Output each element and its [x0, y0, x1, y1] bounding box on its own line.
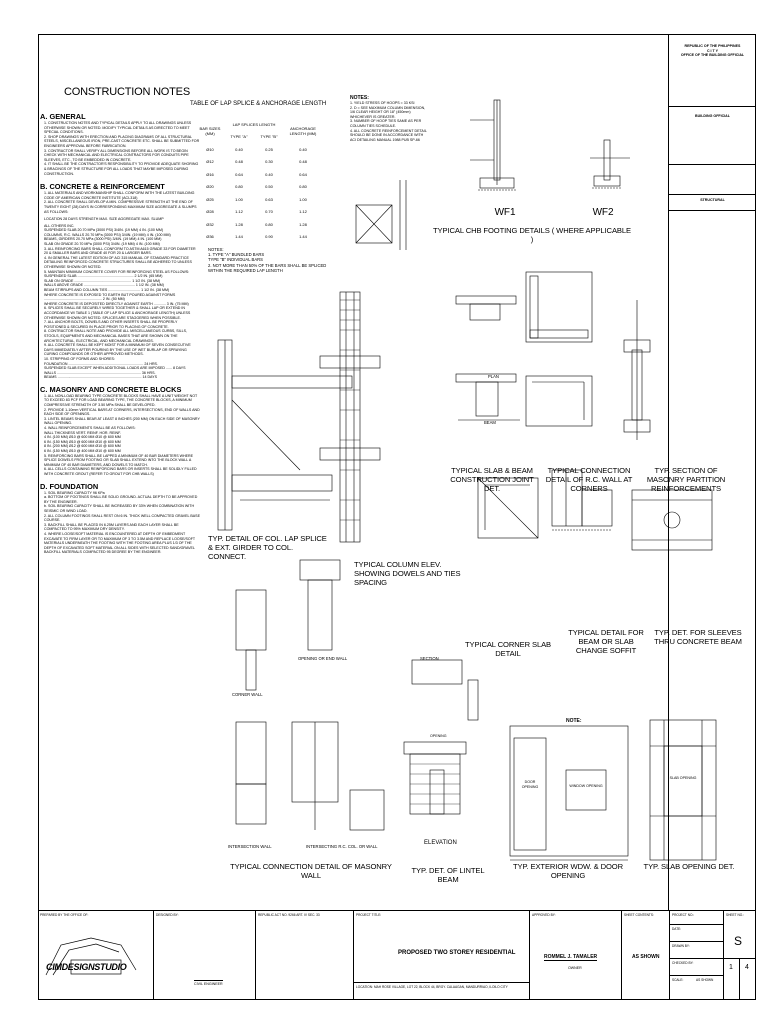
lap-table-cell: 0.50 — [265, 184, 273, 190]
lap-table-cell: 0.80 — [235, 184, 243, 190]
lap-table-cell: 0.40 — [235, 146, 243, 152]
col-anchorage: ANCHORAGE LENGTH (MM) — [289, 125, 317, 136]
caption-wf1: WF1 — [494, 207, 516, 218]
tb-sheet-letter: S — [734, 934, 743, 948]
top-note-item: 3. NUMBER OF HOOP TIES SAME AS PER COLUMN TIES SCHEDULE. — [350, 119, 422, 128]
concrete-note-item: FOUNDATION ........................................................................... 24 HRS. — [44, 361, 158, 366]
section-d-heading: D. FOUNDATION — [40, 481, 99, 491]
lap-table-cell: 1.00 — [235, 196, 243, 202]
foundation-note-item: 1. SOIL BEARING CAPACITY 96 KPa — [44, 490, 105, 495]
tb-approved-label: APPROVED BY: — [532, 913, 556, 917]
concrete-note-item: WALLS ABOVE GRADE ................................................... 1 1/2 IN. (38 MM) — [44, 283, 164, 288]
concrete-note-item: SUSPENDED SLAB ........................................................ 2 1/2 IN. (65 MM) — [44, 274, 163, 279]
general-note-item: 2. SHOP DRAWINGS WITH ERECTION AND PLACING DIAGRAMS OF ALL STRUCTURAL STEELS, MISCELLANEOUS IRON, PRE-CAST CONCRETE ETC. SHALL BE SUBMITTED FOR ENGINEERS APPROVAL BEFORE FABRICATION. — [44, 134, 200, 148]
general-note-item: 3. CONTRACTOR SHALL VERIFY ALL DIMENSIONS BEFORE ALL WORK IS TO BEGIN CHECK WITH MECHANICAL AND ELECTRICAL CONTRACTORS FOR CONDUITS PIPE SLEEVES, ETC., TO BE EMBEDDED IN CONCRETE. — [44, 148, 189, 162]
tb-owner-name: ROMMEL J. TAMALER — [544, 954, 598, 960]
masonry-partition-detail — [624, 300, 650, 440]
tb-project-label: PROJECT TITLE: — [356, 913, 382, 917]
lap-table-cell: Ø28 — [206, 209, 214, 215]
section-b-heading: B. CONCRETE & REINFORCEMENT — [40, 182, 165, 192]
masonry-note-item: 8 IN. (200 MM) Ø12 @ 600 MM Ø10 @ 600 MM — [44, 444, 121, 449]
foundation-note-item: 2. ALL COLUMN FOOTINGS SHALL REST ON 6 IN. THICK WELL COMPACTED GRAVEL BASE COURSE. — [44, 513, 200, 523]
masonry-note-item: 4 IN. (100 MM) Ø10 @ 600 MM Ø10 @ 600 MM — [44, 435, 121, 440]
lap-table-cell: 0.40 — [265, 171, 273, 177]
lap-table-cell: 0.64 — [235, 171, 243, 177]
lap-table-cell: 0.48 — [299, 159, 307, 165]
caption-beam-soffit: TYPICAL DETAIL FOR BEAM OR SLAB CHANGE SOFFIT — [568, 628, 644, 655]
label-door-opening: DOOR OPENING — [521, 780, 539, 789]
tb-approved — [530, 910, 622, 1000]
top-note-item: 4. ALL CONCRETE REINFORCEMENT DETAIL SHOULD BE DONE IN ACCORDANCE WITH ACI DETAILING MANUAL 1988 PUB SP-66 — [350, 128, 427, 142]
top-notes-heading: NOTES: — [350, 95, 369, 101]
col-bar-size: BAR SIZES (MM) — [199, 125, 221, 136]
tb-scale: SCALE: — [672, 978, 684, 982]
foundation-note-item: a. BOTTOM OF FOOTINGS SHALL BE SOLID GROUND. ACTUAL DEPTH TO BE APPROVED BY THE ENGINEER. — [44, 495, 198, 504]
caption-column-elevation: TYPICAL COLUMN ELEV. SHOWING DOWELS AND TIES SPACING — [354, 560, 461, 587]
tb-sheet-contents — [622, 910, 670, 1000]
lap-table-cell: 1.28 — [235, 221, 243, 227]
lap-table-cell: Ø36 — [206, 234, 214, 240]
caption-rc-wall: TYPICAL CONNECTION DETAIL OF R.C. WALL AT CORNERS — [545, 466, 633, 493]
tb-project-no: PROJECT NO.: — [672, 913, 695, 917]
section-a-heading: A. GENERAL — [40, 112, 86, 121]
lap-table-cell: 1.44 — [299, 234, 307, 240]
foundation-note-item: 4. WHERE LOOSE/SOFT MATERIAL IS ENCOUNTERED AT DEPTH OF EMBEDMENT EXCAVATE TO FIRM LAYER OR TO MAXIMUM OF 3 TO 3.5M AND REPLACE LOOSE/SOFT MATERIALS UNDERNEATH THE FOOTING WITH THE FOOTING AREA PLUS 1/3 OF THE DEPTH OF EXCAVATED SOFT MATERIAL ON ALL SIDES WITH SELECTED SAND/GRAVEL BACKFILL MATERIALS COMPACTED 95 DEGREE BY THE ENGINEER. — [44, 531, 196, 555]
strength-table-row: COLUMNS, R.C. WALLS 20.70 MPa (3000 PSI) 3/4IN. (19 MM) 4 IN. (100 MM) — [44, 232, 171, 237]
tb-project — [354, 910, 530, 1000]
caption-lap-splice: TYP. DETAIL OF COL. LAP SPLICE & EXT. GIRDER TO COL. CONNECT. — [208, 534, 327, 561]
tb-sheet — [724, 910, 756, 1000]
general-note-item: 4. IT SHALL BE THE CONTRACTOR'S RESPONSIBILITY TO PROVIDE ADEQUATE SHORING & BRACINGS OF THE STRUCTURE FOR ALL LOADS THAT MAYBE IMPOSED DURING CONSTRUCTION. — [44, 162, 199, 176]
caption-slab-beam: TYPICAL SLAB & BEAM CONSTRUCTION JOINT DET. — [450, 466, 534, 493]
republic-line: REPUBLIC OF THE PHILIPPINES — [684, 44, 741, 48]
lap-splice-detail — [218, 340, 352, 530]
concrete-note-item: 7. ALL ANCHOR BOLTS, DOWELS AND OTHER INSERTS SHALL BE PROPERLY POSITIONED & SECURED IN PLACE PRIOR TO PLACING OF CONCRETE. — [44, 320, 178, 329]
tb-as-shown: AS SHOWN — [632, 954, 660, 960]
concrete-note-item: 3. ALL REINFORCING BARS SHALL CONFORM TO ASTM A615 GRADE 33 FOR DIAMETER 20 & SMALLER BARS AND GRADE 40 FOR 20 & LARGER BARS. — [44, 246, 196, 256]
tb-location: MAH ROSE VILLAGE, LOT 22, BLOCK 44, BRGY. CALAAGAN, MANDURRIAO, ILOILO CITY — [374, 985, 508, 989]
concrete-note-item: 9. ALL CONCRETE SHALL BE KEPT MOIST FOR A MINIMUM OF SEVEN CONSECUTIVE DAYS IMMEDIATELY AFTER POURING BY THE USE OF WET BURLAP OR SPRAYING CURING COMPOUNDS OR OTHER APPROVED METHODS. — [44, 343, 191, 357]
label-corner-wall: CORNER WALL — [232, 692, 263, 697]
general-note-item: 1. CONSTRUCTION NOTES AND TYPICAL DETAILS APPLY TO ALL DRAWINGS UNLESS OTHERWISE SHOWN OR NOTED. MODIFY TYPICAL DETAILS AS DIRECTED TO MEET SPECIAL CONDITIONS. — [44, 121, 192, 135]
lap-table-cell: 0.90 — [265, 234, 273, 240]
tb-scale-value: AS SHOWN — [696, 978, 714, 982]
caption-sleeves: TYP. DET. FOR SLEEVES THRU CONCRETE BEAM — [654, 628, 742, 646]
label-opening-end: OPENING OR END WALL — [298, 656, 348, 661]
office-line: OFFICE OF THE BUILDING OFFICIAL — [680, 53, 745, 58]
wf1-footing-detail — [470, 100, 516, 190]
lap-table-cell: 1.00 — [299, 196, 307, 202]
studio-logo — [41, 930, 151, 980]
concrete-note-item: WHERE CONCRETE IS EXPOSED TO EARTH BUT POURED AGAINST FORMS .......................................................... 2 IN. (50 MM) — [44, 292, 176, 302]
label-slab-opening: SLAB OPENING — [669, 776, 697, 780]
caption-chb-footing: TYPICAL CHB FOOTING DETAILS ( WHERE APPLICABLE ) — [433, 226, 631, 244]
tb-prepared — [38, 910, 154, 1000]
wf2-footing-detail — [590, 140, 630, 188]
slab-beam-joint-detail — [456, 296, 520, 420]
tb-designed-label: DESIGNED BY: — [156, 913, 179, 917]
title-block — [38, 910, 756, 1000]
rc-wall-corner-detail — [526, 272, 592, 426]
masonry-note-item: 6 IN. (150 MM) Ø10 @ 600 MM Ø10 @ 600 MM — [44, 439, 121, 444]
masonry-note-item: 1. ALL NON-LOAD BEARING TYPE CONCRETE BLOCKS SHALL HAVE A UNIT WEIGHT NOT TO EXCEED 83 PCF FOR LOAD BEARING TYPE, THE CONCRETE BLOCKS, A MINIMUM COMPRESSIVE STRENGTH OF 3.50 MPa SHALL BE DEVELOPED. — [44, 393, 198, 408]
lap-table-cell: 0.63 — [265, 196, 273, 202]
caption-slab-opening: TYP. SLAB OPENING DET. — [643, 862, 735, 871]
label-note: NOTE: — [566, 718, 582, 724]
lap-table-cell: 0.25 — [265, 146, 273, 152]
concrete-note-item: 2. ALL CONCRETE SHALL DEVELOP A MIN. COMPRESSIVE STRENGTH AT THE END OF TWENTY EIGHT (28) DAYS IN CORRESPONDING MAXIMUM SIZE AGGREGATE & SLUMPS AS FOLLOWS: — [44, 200, 197, 214]
col-lap-splice: LAP SPLICES LENGTH — [232, 121, 276, 127]
tb-sheet-total: 4 — [745, 964, 749, 971]
concrete-note-item: 8. CONTRACTOR SHALL NOTE AND PROVIDE ALL MISCELLANEOUS CURBS, SILLS, STOOLS, EQUIPMENTS AND MECHANICAL BASES THAT ARE SHOWN ON THE ARCHITECTURAL, ELECTRICAL, AND MECHANICAL DRAWINGS. — [44, 329, 188, 343]
label-section: SECTION — [420, 656, 439, 661]
lap-table-cell: 1.44 — [235, 234, 243, 240]
label-beam: BEAM — [484, 420, 496, 425]
tb-date: DATE: — [672, 927, 682, 931]
col-type-a: TYPE "A" — [230, 134, 248, 140]
strength-table-row: SLAB ON GRADE 20.70 MPa (3000 PSI) 3/4IN. (19 MM) 4 IN. (100 MM) — [44, 242, 160, 247]
lap-table-cell: 0.48 — [235, 159, 243, 165]
label-elevation: ELEVATION — [424, 840, 457, 846]
caption-corner-slab: TYPICAL CORNER SLAB DETAIL — [464, 640, 551, 658]
column-tie-detail — [356, 180, 406, 250]
caption-lintel: TYP. DET. OF LINTEL BEAM — [411, 866, 485, 884]
lap-table-title: TABLE OF LAP SPLICE & ANCHORAGE LENGTH — [190, 101, 327, 107]
strength-table-row: SUSPENDED SLAB 20.70 MPa (3000 PSI) 3/4IN. (19 MM) 4 IN. (100 MM) — [44, 228, 164, 233]
lap-table-cell: 1.12 — [299, 209, 307, 215]
masonry-note-item: 6 IN. (150 MM) Ø10 @ 400 MM Ø10 @ 600 MM — [44, 449, 121, 453]
lap-table-cell: Ø32 — [206, 221, 214, 227]
tb-meta — [670, 910, 724, 1000]
label-plan: PLAN — [488, 374, 499, 379]
tb-sheet-no: SHEET NO.: — [726, 913, 745, 917]
tb-sheet-contents-label: SHEET CONTENTS: — [624, 913, 654, 917]
column-elevation-detail — [320, 292, 380, 542]
exterior-opening-detail — [510, 726, 628, 860]
label-opening: OPENING — [430, 734, 447, 738]
caption-wf2: WF2 — [592, 207, 614, 218]
tb-location-label: LOCATION: — [356, 985, 373, 989]
top-note-item: 1. YIELD STRESS OF HOOPS = 33 KSI — [350, 101, 415, 105]
top-note-item: 2. D = SEE MAXIMUM COLUMN DIMENSION, 1/6 CLEAR HEIGHT OR 18" (450mm) WHICHEVER IS GREATER. — [350, 105, 426, 119]
lap-table-cell: 0.80 — [299, 184, 307, 190]
masonry-note-item: 4. WALL REINFORCEMENTS SHALL BE AS FOLLOWS: — [44, 426, 136, 431]
lap-table-cell: Ø16 — [206, 171, 214, 177]
sheet-title: CONSTRUCTION NOTES — [64, 86, 190, 98]
city-line: C I T Y — [706, 48, 719, 53]
concrete-note-item: BEAM STIRRUPS AND COLUMN TIES ................................ 1 1/2 IN. (38 MM) — [44, 288, 170, 292]
label-intersecting-rc: INTERSECTING R.C. COL. OR WALL — [306, 844, 378, 849]
lap-table-cell: 0.40 — [299, 146, 307, 152]
masonry-note-item: 6. ALL CELLS CONTAINING REINFORCING BARS OR INSERTS SHALL BE SOLIDLY FILLED WITH CONCRETE GROUT (REFER TO GROUT FOR CHB WALLS) — [44, 467, 197, 476]
tb-designed — [154, 910, 256, 1000]
foundation-note-item: b. SOIL BEARING CAPACITY SHALL BE INCREASED BY 33% WHEN COMBINATION WITH SEISMIC OR WIND LOAD. — [44, 504, 195, 513]
lap-table-cell: 1.12 — [235, 209, 243, 215]
tb-prepared-label: PREPARED BY THE OFFICE OF: — [40, 913, 89, 917]
concrete-note-item: SLAB ON GRADE ......................................................... 1 1/2 IN. (38 MM) — [44, 278, 161, 283]
concrete-note-item: 4. IN GENERAL THE LATEST EDITION OF ACI 315 MANUAL OF STANDARD PRACTICE DETAILING REINFORCED CONCRETE STRUCTURES SHALL BE ADHERED TO UNLESS OTHERWISE SHOWN OR NOTED. — [44, 255, 192, 270]
lap-note-item: 2. NOT MORE THAN 50% OF THE BARS SHALL BE SPLICED WITHIN THE REQUIRED LAP LENGTH — [208, 262, 327, 273]
lap-note-item: 1. TYPE "A" BUNDLED BARS — [208, 252, 265, 258]
building-official-label: BUILDING OFFICIAL — [695, 114, 730, 118]
sleeves-detail — [632, 490, 712, 550]
concrete-note-item: WALLS .................................................................................... 36 HRS. — [44, 370, 156, 375]
tb-project-title: PROPOSED TWO STOREY RESIDENTIAL — [398, 950, 516, 956]
foundation-note-item: 3. BACKFILL SHALL BE PLACED IN 6.25M LAYERS AND EACH LAYER SHALL BE COMPACTED TO 95% MAXIMUM DRY DENSITY. — [44, 522, 179, 532]
lap-table-cell: Ø20 — [206, 184, 214, 190]
tb-republic-act-label: REPUBLIC ACT NO. 9266 ART. IV SEC. 33 — [258, 913, 320, 917]
lap-table-cell: Ø25 — [206, 196, 214, 202]
caption-exterior-opening: TYP. EXTERIOR WDW. & DOOR OPENING — [512, 862, 623, 880]
lap-note-item: TYPE "B" INDIVIDUAL BARS — [208, 257, 263, 263]
structural-label: STRUCTURAL — [700, 198, 725, 202]
tb-sheet-num: 1 — [729, 964, 733, 971]
caption-masonry-wall: TYPICAL CONNECTION DETAIL OF MASONRY WALL — [230, 862, 392, 880]
slab-opening-detail — [650, 720, 716, 860]
masonry-note-item: WALL THICKNESS VERT. REINF. HOR. REINF. — [44, 430, 121, 435]
lap-table-cell: Ø12 — [206, 159, 214, 165]
concrete-note-item: BEAMS .................................................................................... 14 DAYS — [44, 375, 157, 380]
label-intersection: INTERSECTION WALL — [228, 844, 272, 849]
tb-civil-engineer: CIVIL ENGINEER — [194, 982, 223, 986]
tb-republic-act — [256, 910, 354, 1000]
tb-owner-label: OWNER — [568, 966, 582, 970]
col-type-b: TYPE "B" — [260, 134, 278, 140]
lap-notes-heading: NOTES: — [208, 247, 224, 252]
tb-drawn-by: DRAWN BY: — [672, 944, 690, 948]
section-c-heading: C. MASONRY AND CONCRETE BLOCKS — [40, 384, 182, 394]
lap-table-cell: 0.80 — [265, 221, 273, 227]
concrete-note-item: SUSPENDED SLAB EXCEPT WHEN ADDITIONAL LOADS ARE IMPOSED ...... 8 DAYS — [44, 366, 186, 371]
label-window-opening: WINDOW OPENING — [569, 784, 603, 788]
lap-table-cell: 0.64 — [299, 171, 307, 177]
logo-text: CIMDESIGNSTUDIO — [46, 962, 127, 972]
lap-table-cell: 0.30 — [265, 159, 273, 165]
concrete-note-item: WHERE CONCRETE IS DEPOSITED DIRECTLY AGAINST EARTH ............ 3 IN. (75 MM) — [44, 301, 189, 306]
concrete-note-item: 1. ALL MATERIALS AND WORKMANSHIP SHALL CONFORM WITH THE LATEST BUILDING CODE OF AMERICAN CONCRETE INSTITUTE (ACI-318) — [44, 191, 195, 200]
strength-table-row: ALL OTHERS INC. — [44, 223, 75, 228]
caption-masonry-partition: TYP. SECTION OF MASONRY PARTITION REINFORCEMENTS — [646, 466, 726, 493]
masonry-note-item: 5. REINFORCING BARS SHALL BE LAPPED A MINIMUM OF 40 BAR DIAMETERS WHERE SPLICE DOWELS FROM FOOTING OR SLAB SHALL EXTEND INTO THE BLOCK WALL A MINIMUM OF 40 BAR DIAMETERS, AND DOWELS TO MATCH. — [44, 453, 194, 467]
lap-table-cell: 0.70 — [265, 209, 273, 215]
lap-table-cell: Ø10 — [206, 146, 214, 152]
strength-table-header: LOCATION 28 DAYS STRENGTH MAX. SIZE AGGREGATE MAX. SLUMP — [44, 217, 164, 222]
masonry-note-item: 2. PROVIDE 1-10mm VERTICAL BARS AT CORNERS, INTERSECTIONS, END OF WALLS AND EACH SIDE OF OPENINGS. — [44, 407, 200, 417]
concrete-note-item: 10. STRIPPING OF FORMS AND SHORES: — [44, 356, 115, 361]
masonry-note-item: 3. LINTEL BEAMS SHALL BEAR AT LEAST 8 INCHES (200 MM) ON EACH SIDE OF MASONRY WALL OPENING. — [44, 416, 200, 426]
tb-checked-by: CHECKED BY: — [672, 961, 694, 965]
lap-table-cell: 1.28 — [299, 221, 307, 227]
concrete-note-item: 6. SPLICES SHALL BE SECURELY WIRED TOGETHER & SHALL LAP OR EXTEND IN ACCORDANCE W/ TABLE 1 (TABLE OF LAP SPLICE & ANCHORAGE LENGTH) UNLESS OTHERWISE SHOWN OR NOTED. SPLICES ARE STAGGERED WHEN POSSIBLE. — [44, 306, 191, 320]
strength-table-row: BEAMS, GIRDERS 20.70 MPa (3000 PSI) 3/4IN. (19 MM) 4 IN. (100 MM) — [44, 237, 162, 242]
concrete-note-item: 5. MAINTAIN MINIMUM CONCRETE COVER FOR REINFORCING STEEL AS FOLLOWS: — [44, 269, 190, 274]
